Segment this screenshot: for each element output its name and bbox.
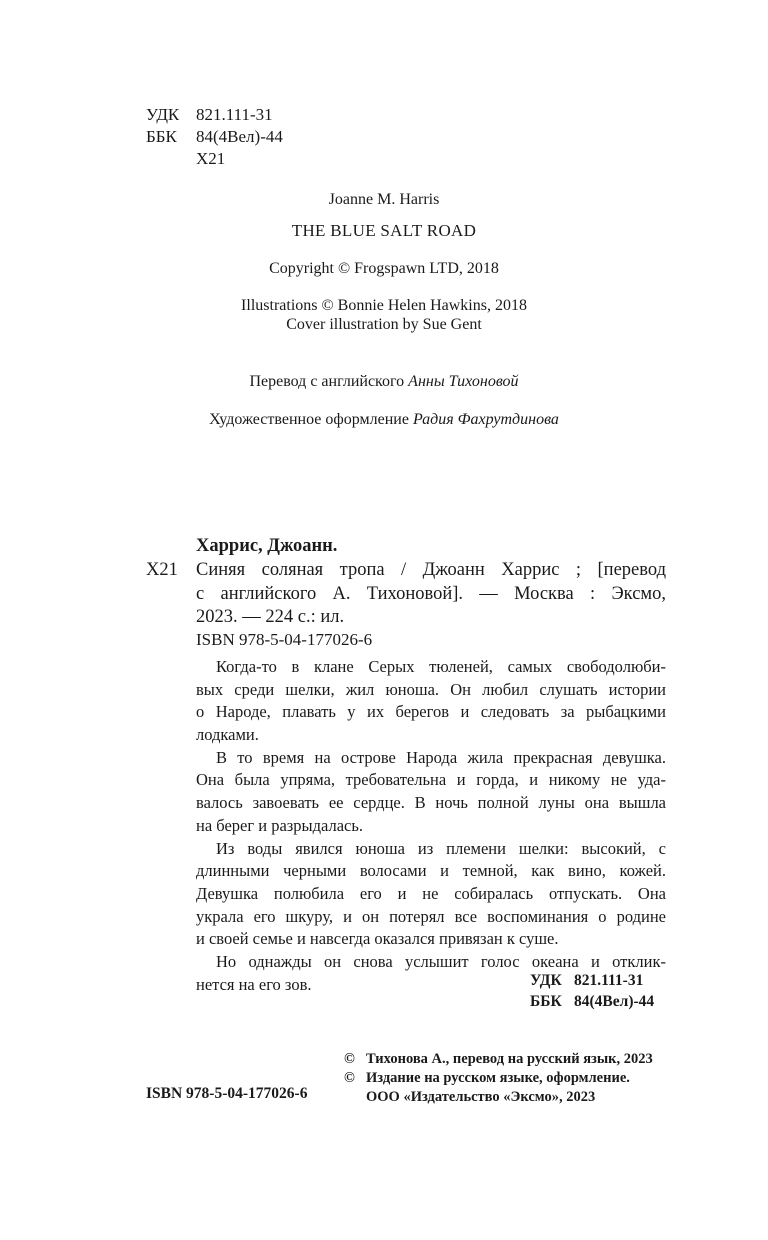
catalog-mark: Х21 bbox=[146, 560, 178, 580]
classification-block-bottom bbox=[530, 970, 654, 1012]
original-copyright: Copyright © Frogspawn LTD, 2018 bbox=[269, 260, 499, 277]
abstract-line: Когда-то в клане Серых тюленей, самых свободолюби- bbox=[216, 657, 666, 676]
abstract-line: о Народе, плавать у их берегов и следовать за рыбацкими bbox=[196, 702, 666, 722]
abstract-line: Из воды явился юноша из племени шелки: высокий, с bbox=[216, 838, 666, 858]
isbn-bottom: ISBN 978-5-04-177026-6 bbox=[146, 1085, 308, 1102]
edition-copyright: Издание на русском языке, оформление. bbox=[366, 1070, 630, 1086]
copyright-notices bbox=[344, 1050, 653, 1107]
udk-value: 821.111-31 bbox=[196, 105, 273, 124]
udk-label: УДК bbox=[530, 972, 562, 989]
translation-credit bbox=[0, 372, 768, 392]
bib-line: с английского А. Тихоновой]. — Москва : Эксмо, bbox=[196, 583, 666, 604]
abstract-line: украла его шкуру, и он потерял все воспоминания о родине bbox=[196, 906, 666, 926]
catalog-heading: Харрис, Джоанн. bbox=[196, 536, 338, 556]
bbk-value: 84(4Вел)-44 bbox=[196, 127, 283, 146]
translator-name: Анны Тихоновой bbox=[408, 373, 519, 390]
illustrations-credit: Illustrations © Bonnie Helen Hawkins, 2018 bbox=[241, 297, 527, 314]
udk-label: УДК bbox=[146, 105, 180, 124]
original-author: Joanne M. Harris bbox=[328, 191, 440, 208]
bbk-label: ББК bbox=[146, 127, 177, 146]
abstract-line: длинными черными волосами и темной, как вино, кожей. bbox=[196, 861, 666, 881]
abstract-line: на берег и разрыдалась. bbox=[196, 815, 364, 835]
cover-credit: Cover illustration by Sue Gent bbox=[286, 316, 482, 333]
abstract-line: валось завоевать ее сердце. В ночь полной луны она вышла bbox=[196, 793, 666, 813]
classification-block-top bbox=[146, 104, 283, 170]
bbk-value: 84(4Вел)-44 bbox=[574, 993, 655, 1010]
design-credit bbox=[0, 410, 768, 430]
translation-prefix: Перевод с английского bbox=[249, 373, 405, 390]
abstract-line: и своей семье и навсегда оказался привязан к суше. bbox=[196, 929, 559, 949]
bib-line: 2023. — 224 с.: ил. bbox=[196, 607, 345, 627]
author-mark: Х21 bbox=[196, 149, 226, 168]
abstract-line: лодками. bbox=[196, 725, 259, 745]
abstract bbox=[196, 656, 666, 996]
designer-name: Радия Фахрутдинова bbox=[412, 411, 559, 428]
copyright-symbol: © bbox=[344, 1051, 355, 1067]
abstract-line: В то время на острове Народа жила прекрасная девушка. bbox=[216, 747, 666, 767]
udk-value: 821.111-31 bbox=[574, 972, 644, 989]
translation-copyright: Тихонова А., перевод на русский язык, 2023 bbox=[366, 1051, 653, 1067]
copyright-symbol: © bbox=[344, 1070, 355, 1086]
abstract-line: нется на его зов. bbox=[196, 974, 312, 994]
abstract-line: Она была упряма, требовательна и горда, и никому не уда- bbox=[196, 770, 666, 790]
abstract-line: Девушка полюбила его и не собиралась отпускать. Она bbox=[196, 883, 666, 903]
publisher-copyright: ООО «Издательство «Эксмо», 2023 bbox=[366, 1089, 596, 1105]
catalog-entry bbox=[146, 535, 666, 627]
bibliographic-description bbox=[196, 559, 666, 630]
bbk-label: ББК bbox=[530, 993, 562, 1010]
catalog-isbn: ISBN 978-5-04-177026-6 bbox=[196, 630, 373, 649]
original-title: THE BLUE SALT ROAD bbox=[291, 221, 477, 240]
bib-line: Синяя соляная тропа / Джоанн Харрис ; [перевод bbox=[196, 560, 666, 580]
abstract-line: вых среди шелки, жил юноша. Он любил слушать истории bbox=[196, 679, 666, 699]
abstract-line: Но однажды он снова услышит голос океана и отклик- bbox=[216, 951, 666, 971]
design-prefix: Художественное оформление bbox=[209, 411, 409, 428]
